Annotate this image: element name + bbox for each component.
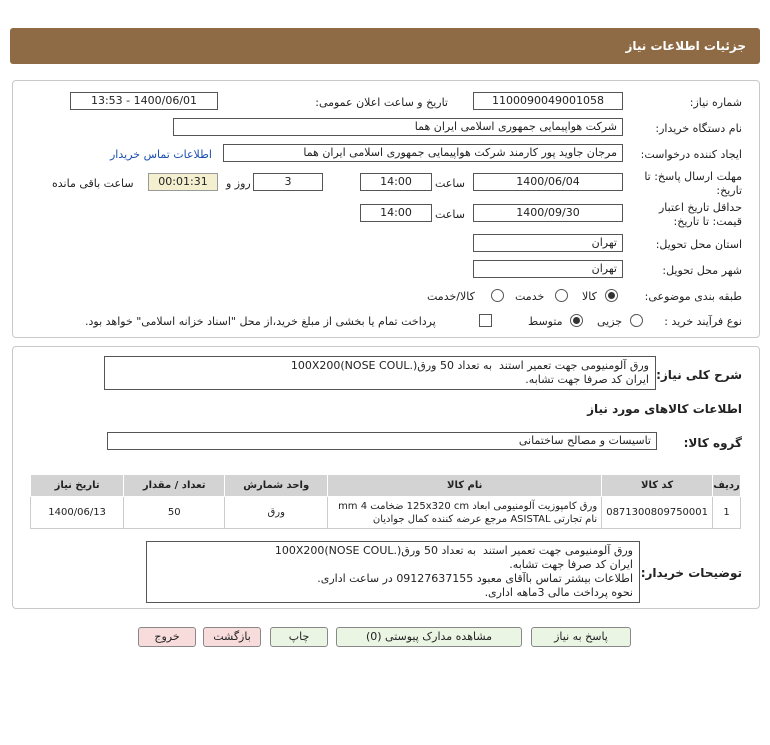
remaining-time-field: 00:01:31 (148, 173, 218, 191)
col-unit: واحد شمارش (225, 475, 328, 497)
goods-table (30, 474, 741, 529)
category-radio-service[interactable] (555, 289, 568, 302)
city-field: تهران (473, 260, 623, 278)
buyer-notes-textarea[interactable]: ورق آلومنیومی جهت تعمیر استند به تعداد 50 ورق(.100X200(NOSE COUL ایران کد صرفا جهت تشابه. اطلاعات بیشتر تماس باآقای معبود 09127637155 در ساعت اداری. نحوه پرداخت مالی 3ماهه اداری. (146, 541, 640, 603)
announce-label: تاریخ و ساعت اعلان عمومی: (315, 96, 448, 109)
category-radio-goods[interactable] (605, 289, 618, 302)
process-label: نوع فرآیند خرید : (664, 315, 742, 328)
col-name: نام کالا (328, 475, 602, 497)
province-field: تهران (473, 234, 623, 252)
announce-date-field: 1400/06/01 - 13:53 (70, 92, 218, 110)
process-radio-minor[interactable] (630, 314, 643, 327)
cell-date: 1400/06/13 (31, 497, 124, 529)
back-button[interactable]: بازگشت (203, 627, 261, 647)
process-option-medium: متوسط (528, 315, 563, 328)
table-row (31, 497, 741, 529)
province-label: استان محل تحویل: (655, 238, 742, 251)
city-label: شهر محل تحویل: (662, 264, 742, 277)
cell-code: 0871300809750001 (602, 497, 713, 529)
category-option-both: کالا/خدمت (427, 290, 475, 303)
process-radio-medium[interactable] (570, 314, 583, 327)
process-option-minor: جزیی (597, 315, 623, 328)
cell-unit: ورق (225, 497, 328, 529)
attachments-button[interactable]: مشاهده مدارک پیوستی (0) (336, 627, 522, 647)
goods-section-title: اطلاعات کالاهای مورد نیاز (587, 402, 742, 416)
days-field: 3 (253, 173, 323, 191)
treasury-checkbox[interactable] (479, 314, 492, 327)
validity-label: حداقل تاریخ اعتبار (658, 201, 742, 214)
buyer-org-field: شرکت هواپیمایی جمهوری اسلامی ایران هما (173, 118, 623, 136)
buyer-notes-label: توضیحات خریدار: (640, 566, 742, 580)
category-option-service: خدمت (515, 290, 545, 303)
requester-field: مرجان جاوید پور کارمند شرکت هواپیمایی جمهوری اسلامی ایران هما (223, 144, 623, 162)
exit-button[interactable]: خروج (138, 627, 196, 647)
requester-label: ایجاد کننده درخواست: (640, 148, 742, 161)
deadline-time-field: 14:00 (360, 173, 432, 191)
col-row: ردیف (713, 475, 741, 497)
col-date: تاریخ نیاز (31, 475, 124, 497)
reply-button[interactable]: پاسخ به نیاز (531, 627, 631, 647)
deadline-label-2: تاریخ: (716, 184, 742, 197)
need-number-label: شماره نیاز: (689, 96, 742, 109)
col-code: کد کالا (602, 475, 713, 497)
cell-qty: 50 (124, 497, 225, 529)
buyer-org-label: نام دستگاه خریدار: (655, 122, 742, 135)
deadline-date-field: 1400/06/04 (473, 173, 623, 191)
buyer-contact-link[interactable]: اطلاعات تماس خریدار (110, 148, 212, 161)
summary-label: شرح کلی نیاز: (656, 368, 742, 382)
days-label: روز و (226, 177, 251, 190)
validity-label-2: قیمت: تا تاریخ: (673, 215, 742, 228)
goods-table-header (31, 475, 741, 497)
print-button[interactable]: چاپ (270, 627, 328, 647)
cell-name: ورق کامپوزیت آلومنیومی ابعاد 125x320 cm ضخامت 4 mm نام تجارتی ASISTAL مرجع عرضه کننده کمال جوادیان (328, 497, 602, 529)
page-header (10, 28, 760, 64)
payment-note: پرداخت تمام یا بخشی از مبلغ خرید،از محل "اسناد خزانه اسلامی" خواهد بود. (85, 315, 436, 328)
deadline-label: مهلت ارسال پاسخ: تا (644, 170, 742, 183)
validity-time-label: ساعت (435, 208, 465, 221)
validity-time-field: 14:00 (360, 204, 432, 222)
page-title: جزئیات اطلاعات نیاز (625, 39, 746, 53)
validity-date-field: 1400/09/30 (473, 204, 623, 222)
cell-row: 1 (713, 497, 741, 529)
goods-group-label: گروه کالا: (683, 436, 742, 450)
col-qty: تعداد / مقدار (124, 475, 225, 497)
category-label: طبقه بندی موضوعی: (644, 290, 742, 303)
remaining-label: ساعت باقی مانده (52, 177, 134, 190)
summary-textarea[interactable]: ورق آلومنیومی جهت تعمیر استند به تعداد 50 ورق(.100X200(NOSE COUL ایران کد صرفا جهت تشابه. (104, 356, 656, 390)
deadline-time-label: ساعت (435, 177, 465, 190)
category-option-goods: کالا (582, 290, 597, 303)
goods-group-field: تاسیسات و مصالح ساختمانی (107, 432, 657, 450)
need-number-field: 1100090049001058 (473, 92, 623, 110)
category-radio-both[interactable] (491, 289, 504, 302)
